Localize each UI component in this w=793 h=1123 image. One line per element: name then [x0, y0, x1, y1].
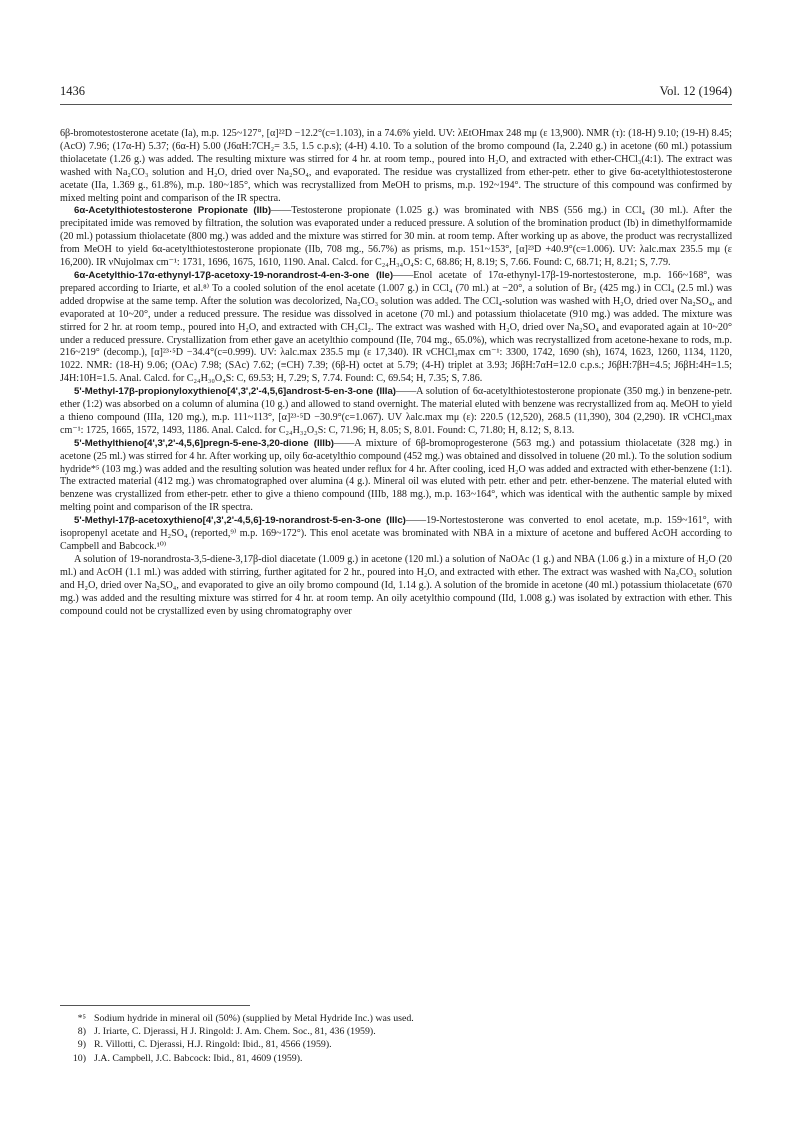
compound-heading: 5'-Methyl-17β-propionyloxythieno[4',3',2'-4,5,6]androst-5-en-3-one (IIIa) [74, 386, 396, 398]
footnote [60, 1025, 732, 1038]
page-number: 1436 [60, 84, 85, 98]
paragraph [60, 515, 732, 554]
footnote-text: R. Villotti, C. Djerassi, H.J. Ringold: Ibid., 81, 4566 (1959). [94, 1039, 332, 1051]
paragraph-text: A solution of 19-norandrosta-3,5-diene-3,17β-diol diacetate (1.009 g.) in acetone (120 ml.) a solution of NaOAc (1 g.) and NBA (1.06 g.) in a mixture of H₂O (20 ml.) and AcOH (1.1 ml.) was added with stirring, further agitated for 2 hr., poured into H₂O, and extracted with ether. The extract was washed with Na₂CO₃ solution and H₂O, dried over Na₂SO₄, and evaporated to give an oily bromo compound (Id, 1.14 g.). A solution of the bromide in acetone (40 ml.) potassium thiolacetate (670 mg.) was added and the resulting mixture was stirred for 4 hr. at room temp. An oily acetylthio compound (IId, 1.008 g.) was isolated by extraction with ether. This compound could not be crystallized even by using chromatography over [60, 553, 732, 617]
footnotes [60, 1012, 732, 1065]
footnote-mark: 8) [77, 1026, 86, 1038]
paragraph-text: ——19-Nortestosterone was converted to enol acetate, m.p. 159~161°, with isopropenyl acetate and H₂SO₄ (reported,⁹⁾ m.p. 169~172°). This enol acetate was brominated with NBA in a mixture of acetone and buffered AcOH according to Campbell and Babcock.¹⁰⁾ [60, 515, 733, 552]
paragraph [60, 554, 732, 619]
paragraph [60, 270, 732, 386]
footnote [60, 1038, 732, 1051]
compound-heading: 6α-Acetylthiotestosterone Propionate (IIb) [74, 205, 272, 217]
volume-label: Vol. 12 (1964) [659, 84, 732, 98]
paragraph [60, 128, 732, 205]
footnote [60, 1012, 732, 1025]
footnote-mark: 9) [77, 1039, 86, 1051]
footnote-text: J.A. Campbell, J.C. Babcock: Ibid., 81, 4609 (1959). [94, 1052, 303, 1064]
paragraph-text: ——Testosterone propionate (1.025 g.) was brominated with NBS (556 mg.) in CCl₄ (30 ml.). After the precipitated imide was removed by filtration, the solution was evaporated under a reduced pressure. A solution of the bromination product (Ib) in dimethylformamide (20 ml.) potassium thiolacetate (800 mg.) was added and the mixture was stirred for 30 min. at room temp. After working up as above, the product was recrystallized from MeOH to yield 6α-acetylthiotestosterone propionate (IIb, 708 mg., 56.7%) as prisms, m.p. 151~153°, [α]²³D +40.9°(c=1.006). UV: λalc.max 235.5 mμ (ε 16,200). IR νNujolmax cm⁻¹: 1731, 1696, 1675, 1610, 1190. Anal. Calcd. for C₂₄H₃₄O₄S: C, 68.86; H, 8.19; S, 7.66. Found: C, 68.71; H, 8.21; S, 7.79. [60, 205, 732, 269]
paragraph [60, 438, 732, 515]
compound-heading: 5'-Methylthieno[4',3',2'-4,5,6]pregn-5-ene-3,20-dione (IIIb) [74, 437, 334, 449]
running-head [60, 84, 732, 105]
footnote-text: J. Iriarte, C. Djerassi, H J. Ringold: J. Am. Chem. Soc., 81, 436 (1959). [94, 1026, 376, 1038]
footnote-mark: *⁵ [77, 1013, 86, 1024]
footnote [60, 1052, 732, 1065]
paragraph [60, 386, 732, 438]
paragraph-text: ——A mixture of 6β-bromoprogesterone (563 mg.) and potassium thiolacetate (328 mg.) in acetone (25 ml.) was stirred for 4 hr. After working up, oily 6α-acetylthio compound (452 mg.) was obtained and dissolved in toluene (20 ml.). To the solution sodium hydride*⁵ (103 mg.) was added and the resulting solution was heated under reflux for 4 hr. After cooling, iced H₂O was added and extracted with ether-benzene (1:1). The extracted material (412 mg.) was chromatographed over alumina (4 g.). Mineral oil was eluted with petr. ether and petr. ether-benzene. The material eluted with benzene was crystallized from ether-petr. ether to give a thieno compound (IIIb, 188 mg.), m.p. 163~164°, which was identical with the authentic sample by mixed melting point and comparison of the IR spectra. [60, 437, 732, 514]
paragraph-text: ——Enol acetate of 17α-ethynyl-17β-19-nortestosterone, m.p. 166~168°, was prepared according to Iriarte, et al.⁸⁾ To a cooled solution of the enol acetate (1.007 g.) in CCl₄ (70 ml.) at −20°, a solution of Br₂ (425 mg.) in CCl₄ (2.5 ml.) was added dropwise at the same temp. After the solution was decolorized, Na₂CO₃ solution was added. The CCl₄-solution was washed with H₂O, dried over Na₂SO₄, and evaporated at 10~20°, under a reduced pressure. The residue was dissolved in acetone (70 ml.) and potassium thiolacetate (910 mg.) was added. The mixture was stirred for 2 hr. at room temp., poured into H₂O, and extracted with CH₂Cl₂. The extract was washed with H₂O, dried over Na₂SO₄ and evaporated again at 10~20° under a reduced pressure. Crystallization from ether gave an acetylthio compound (IIe, 704 mg., 65.0%), which was recrystallized from acetone-hexane to rods, m.p. 216~219° (decomp.), [α]²³·⁵D −34.4°(c=0.999). UV: λalc.max 235.5 mμ (ε 17,340). IR νCHCl₃max cm⁻¹: 3300, 1742, 1690 (sh), 1674, 1623, 1260, 1134, 1120, 1022. NMR: (18-H) 9.06; (OAc) 7.98; (SAc) 7.62; (≡CH) 7.39; (6β-H) octet at 5.79; (4-H) triplet at 3.93; J6βH:7αH=12.0 c.p.s.; J6βH:7βH=4.5; J6βH:4H=1.5; J4H:10H=1.5. Anal. Calcd. for C₂₄H₃₀O₄S: C, 69.53; H, 7.29; S, 7.74. Found: C, 69.54; H, 7.35; S, 7.86. [60, 269, 732, 385]
paragraph-text: 6β-bromotestosterone acetate (Ia), m.p. 125~127°, [α]²²D −12.2°(c=1.103), in a 74.6% yield. UV: λEtOHmax 248 mμ (ε 13,900). NMR (τ): (18-H) 9.10; (19-H) 8.45; (AcO) 7.96; (17α-H) 5.37; (6α-H) 5.00 (J6αH:7CH₂= 3.5, 1.5 c.p.s); (4-H) 4.10. To a solution of the bromo compound (Ia, 2.240 g.) in acetone (60 ml.) potassium thiolacetate (1.26 g.) was added. The resulting mixture was stirred for 4 hr. at room temp., poured into H₂O, and extracted with ether-CHCl₃(4:1). The extract was washed with Na₂CO₃ solution and H₂O, dried over Na₂SO₄, and evaporated. The residue was crystallized from ether-petr. ether to give 6α-acetylthiotestosterone acetate (IIa, 1.369 g., 61.8%), m.p. 180~185°, which was recrystallized from MeOH to prisms, m.p. 192~194°. The structure of this compound was confirmed by mixed melting point and comparison of the IR spectra. [60, 128, 732, 204]
compound-heading: 5'-Methyl-17β-acetoxythieno[4',3',2'-4,5,6]-19-norandrost-5-en-3-one (IIIc) [74, 515, 406, 527]
footnote-mark: 10) [72, 1052, 86, 1064]
article-body [60, 128, 732, 618]
compound-heading: 6α-Acetylthio-17α-ethynyl-17β-acetoxy-19-norandrost-4-en-3-one (IIe) [74, 269, 394, 281]
footnote-divider [60, 1005, 250, 1006]
paragraph-text: ——A solution of 6α-acetylthiotestosterone propionate (350 mg.) in benzene-petr. ether (1:2) was absorbed on a column of alumina (10 g.) and allowed to stand overnight. The material eluted with benzene was recrystallized from aq. MeOH to yield a thieno compound (IIIa, 120 mg.), m.p. 111~113°, [α]²³·⁵D −30.9°(c=1.067). UV λalc.max mμ (ε): 220.5 (12,520), 268.5 (11,390), 304 (2,290). IR νCHCl₃max cm⁻¹: 1725, 1665, 1572, 1493, 1186. Anal. Calcd. for C₂₄H₃₂O₃S: C, 71.96; H, 8.05; S, 8.01. Found: C, 71.80; H, 8.12; S, 8.13. [60, 386, 732, 436]
paragraph [60, 205, 732, 270]
footnote-text: Sodium hydride in mineral oil (50%) (supplied by Metal Hydride Inc.) was used. [94, 1013, 414, 1024]
